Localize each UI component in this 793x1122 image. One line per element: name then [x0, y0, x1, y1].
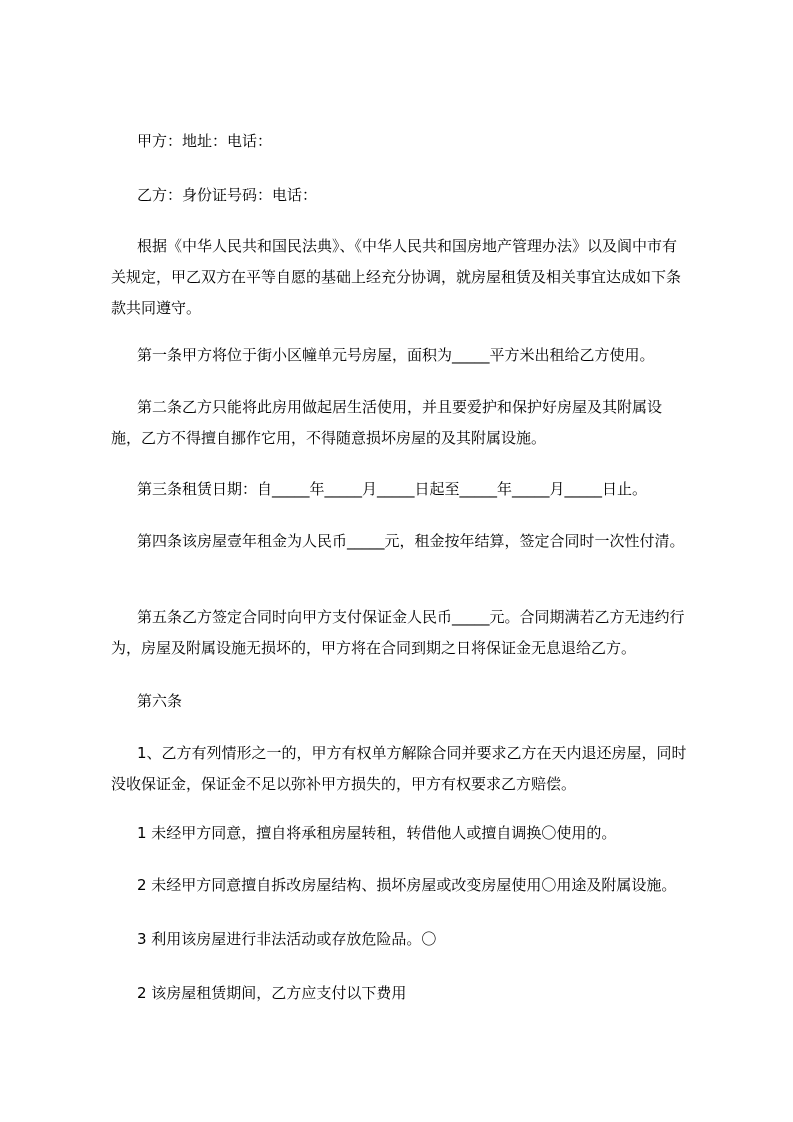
article-6-item-2: 2 未经甲方同意擅自拆改房屋结构、损坏房屋或改变房屋使用〇用途及附属设施。 [137, 876, 677, 894]
article-4: 第四条该房屋壹年租金为人民币_____元，租金按年结算，签定合同时一次性付清。 [137, 532, 685, 550]
article-6-clause-1: 1、乙方有列情形之一的，甲方有权单方解除合同并要求乙方在天内退还房屋，同时没收保证金，保证金不足以弥补甲方损失的，甲方有权要求乙方赔偿。 [111, 744, 687, 793]
article-6-item-1: 1 未经甲方同意，擅自将承租房屋转租，转借他人或擅自调换〇使用的。 [137, 824, 617, 842]
preamble-paragraph: 根据《中华人民共和国民法典》、《中华人民共和国房地产管理办法》以及阆中市有关规定，甲乙双方在平等自愿的基础上经充分协调，就房屋租赁及相关事宜达成如下条款共同遵守。 [111, 237, 682, 317]
article-6-item-3: 3 利用该房屋进行非法活动或存放危险品。〇 [137, 930, 437, 948]
party-a-line: 甲方：地址：电话： [137, 132, 273, 150]
party-b-line: 乙方：身份证号码：电话： [137, 186, 318, 204]
article-1: 第一条甲方将位于街小区幢单元号房屋，面积为_____平方米出租给乙方使用。 [137, 346, 655, 364]
article-5: 第五条乙方签定合同时向甲方支付保证金人民币_____元。合同期满若乙方无违约行为，房屋及附属设施无损坏的，甲方将在合同到期之日将保证金无息退给乙方。 [111, 608, 685, 657]
article-6-heading: 第六条 [137, 692, 183, 710]
article-3: 第三条租赁日期：自_____年_____月_____日起至_____年_____月_____日止。 [137, 480, 648, 498]
article-2: 第二条乙方只能将此房用做起居生活使用，并且要爱护和保护好房屋及其附属设施，乙方不得擅自挪作它用，不得随意损坏房屋的及其附属设施。 [111, 398, 663, 447]
article-6-clause-2: 2 该房屋租赁期间，乙方应支付以下费用 [137, 984, 407, 1002]
